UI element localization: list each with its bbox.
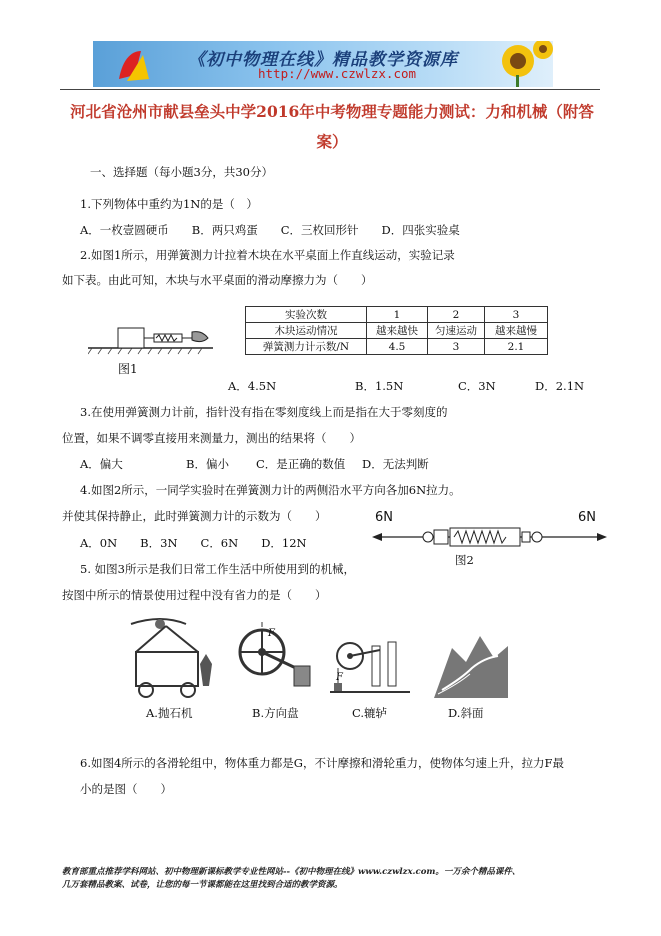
q2-option-c: C．3N <box>458 379 496 393</box>
q4-stem-line1: 4.如图2所示，一同学实验时在弹簧测力计的两侧沿水平方向各加6N拉力。 <box>80 483 461 497</box>
catapult-illustration <box>126 612 216 702</box>
q2-option-b: B．1.5N <box>355 379 404 393</box>
table-cell: 4.5 <box>367 339 428 355</box>
table-cell: 弹簧测力计示数/N <box>246 339 367 355</box>
table-cell: 木块运动情况 <box>246 323 367 339</box>
steering-wheel-illustration <box>236 622 316 700</box>
q5-stem-line1: 5. 如图3所示是我们日常工作生活中所使用到的机械， <box>80 562 355 576</box>
q3-option-d: D．无法判断 <box>362 457 429 471</box>
caption-c-windlass: C.辘轳 <box>352 706 388 720</box>
caption-a-catapult: A.抛石机 <box>146 706 193 720</box>
caption-b-steering-wheel: B.方向盘 <box>252 706 299 720</box>
q4-options: A．0N B．3N C．6N D．12N <box>80 536 307 550</box>
table-header-cell: 3 <box>485 307 548 323</box>
table-header-row <box>246 307 548 323</box>
banner-url[interactable]: http://www.czwlzx.com <box>258 66 417 81</box>
force-label-right: 6N <box>578 510 596 525</box>
table-cell: 2.1 <box>485 339 548 355</box>
q6-stem-line1: 6.如图4所示的各滑轮组中，物体重力都是G，不计摩擦和滑轮重力，使物体匀速上升，拉力F最 <box>80 756 564 770</box>
figure-1-block-spring <box>88 318 218 358</box>
q3-option-a: A．偏大 <box>80 457 123 471</box>
table-row <box>246 323 548 339</box>
table-row <box>246 339 548 355</box>
force-label-left: 6N <box>375 510 393 525</box>
q2-stem-line1: 2.如图1所示，用弹簧测力计拉着木块在水平桌面上作直线运动，实验记录 <box>80 248 455 262</box>
header-divider <box>60 89 600 90</box>
footer-line-2: 几万套精品教案、试卷，让您的每一节课都能在这里找到合适的教学资源。 <box>62 880 343 890</box>
figure-2-spring-scale <box>372 526 607 548</box>
sunflower-icon <box>488 41 553 87</box>
q2-option-d: D．2.1N <box>535 379 585 393</box>
banner-title: 《初中物理在线》精品教学资源库 <box>188 50 458 70</box>
q5-stem-line2: 按图中所示的情景使用过程中没有省力的是（ ） <box>62 588 327 602</box>
footer-line-1: 教育部重点推荐学科网站、初中物理新课标教学专业性网站--《初中物理在线》www.czwlzx.com。一万余个精品课件、 <box>62 867 521 877</box>
q3-stem-line2: 位置，如果不调零直接用来测量力，测出的结果将（ ） <box>62 431 361 445</box>
site-logo <box>113 45 153 83</box>
q6-stem-line2: 小的是图（ ） <box>80 782 172 796</box>
q2-stem-line2: 如下表。由此可知，木块与水平桌面的滑动摩擦力为（ ） <box>62 273 373 287</box>
q3-option-b: B．偏小 <box>186 457 229 471</box>
q3-option-c: C．是正确的数值 <box>256 457 346 471</box>
q2-option-a: A．4.5N <box>228 379 277 393</box>
table-cell: 匀速运动 <box>428 323 485 339</box>
table-header-cell: 2 <box>428 307 485 323</box>
header-banner <box>93 41 553 87</box>
figure-1-caption: 图1 <box>118 362 138 376</box>
inclined-road-illustration <box>432 628 510 700</box>
table-header-cell: 1 <box>367 307 428 323</box>
windlass-illustration <box>330 628 410 698</box>
table-header-cell: 实验次数 <box>246 307 367 323</box>
q2-data-table <box>245 306 548 355</box>
document-title: 河北省沧州市献县垒头中学2016年中考物理专题能力测试：力和机械（附答案） <box>70 102 594 151</box>
section-heading: 一、选择题（每小题3分，共30分） <box>90 165 273 179</box>
table-cell: 越来越慢 <box>485 323 548 339</box>
figure-2-caption: 图2 <box>455 553 474 567</box>
force-label-f-c: F <box>336 672 343 683</box>
q4-stem-line2: 并使其保持静止，此时弹簧测力计的示数为（ ） <box>62 509 327 523</box>
q1-options: A．一枚壹圆硬币 B．两只鸡蛋 C．三枚回形针 D．四张实验桌 <box>80 223 460 237</box>
table-cell: 越来越快 <box>367 323 428 339</box>
caption-d-incline: D.斜面 <box>448 706 484 720</box>
table-cell: 3 <box>428 339 485 355</box>
page-footer <box>62 866 622 892</box>
q3-stem-line1: 3.在使用弹簧测力计前，指针没有指在零刻度线上而是指在大于零刻度的 <box>80 405 448 419</box>
q1-stem: 1.下列物体中重约为1N的是（ ） <box>80 197 258 211</box>
force-label-f-b: F <box>268 628 275 639</box>
